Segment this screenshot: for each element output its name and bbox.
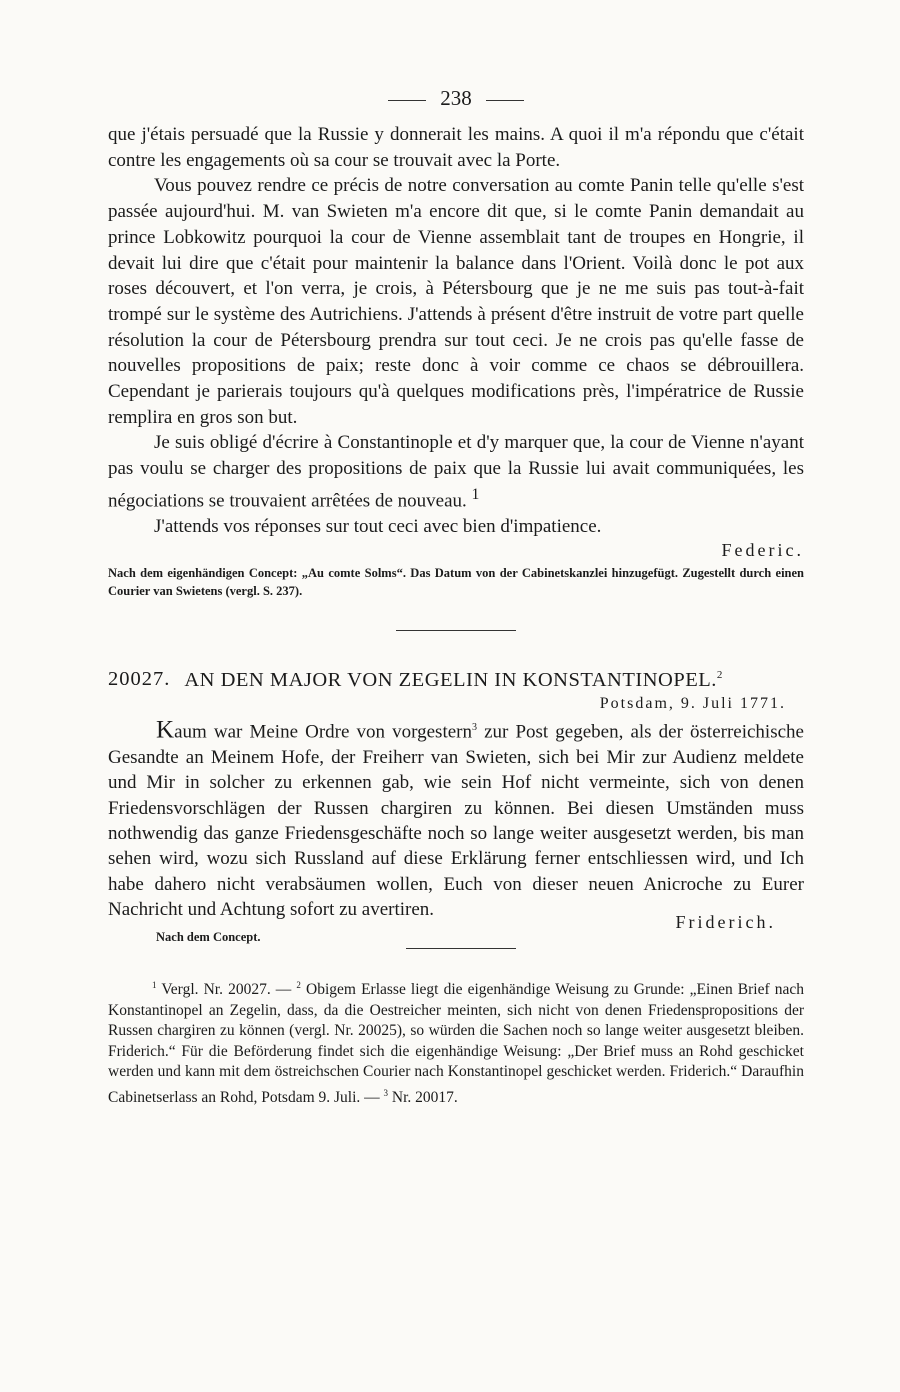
header-dash-right bbox=[486, 100, 524, 101]
footnote-mark: 2 bbox=[296, 980, 301, 991]
book-page bbox=[108, 82, 804, 1108]
source-note: Nach dem Concept. bbox=[156, 930, 261, 945]
footnote-ref: 2 bbox=[716, 668, 723, 681]
source-note: Nach dem eigenhändigen Concept: „Au comte Solms“. Das Datum von der Cabinetskanzlei hinzugefügt. Zugestellt durch einen Courier van Swietens (vergl. S. 237). bbox=[108, 565, 804, 598]
page-header bbox=[108, 82, 804, 114]
german-letter bbox=[108, 661, 804, 950]
letter-body bbox=[108, 715, 804, 922]
signature: Federic. bbox=[721, 539, 804, 560]
paragraph: Vous pouvez rendre ce précis de notre conversation au comte Panin telle qu'elle s'est passée aujourd'hui. M. van Swieten m'a encore dit que, si le comte Panin demandait au prince Lobkowitz pourquoi la cour de Vienne assemblait tant de troupes en Hongrie, il devait lui dire que c'était pour maintenir la balance dans l'Orient. Voilà donc le pot aux roses découvert, et l'on verra, je crois, à Pétersbourg que je ne me suis pas tout-à-fait trompé sur le système des Autrichiens. J'attends à présent d'être instruit de votre part quelle résolution la cour de Pétersbourg prendra sur tout ceci. Je ne crois pas qu'elle fasse de nouvelles propositions de paix; reste donc à voir comme ce chaos se débrouillera. Cependant je parierais toujours qu'à quelques modifications près, l'impératrice de Russie remplira en gros son but. bbox=[108, 175, 804, 428]
document-title: AN DEN MAJOR VON ZEGELIN IN KONSTANTINOPEL. bbox=[184, 668, 717, 691]
paragraph-with-note bbox=[108, 430, 804, 513]
header-dash-left bbox=[388, 100, 426, 101]
page-number: 238 bbox=[440, 86, 472, 110]
french-letter bbox=[108, 122, 804, 600]
document-number: 20027. bbox=[108, 668, 171, 691]
letter-text-b: zur Post gegeben, als der österreichische Gesandte an Meinem Hofe, der Freiherr van Swieten, sich bei Mir zur Audienz meldete und Mir in solcher zu erkennen gab, wie sein Hof nicht vermeinte, sich von denen Friedensvorschlägen der Russen chargiren zu können. Bei diesen Umständen muss nothwendig das ganze Friedensgeschäfte noch so lange weiter ausgesetzt werden, bis man sehen wird, wozu sich Russland auf diese Erklärung ferner entschliessen wird, und Ich habe dahero nicht verabsäumen wollen, Euch von dieser neuen Anicroche zu Eurer Nachricht und Achtung sofort zu avertiren. bbox=[108, 721, 804, 920]
paragraph: J'attends vos réponses sur tout ceci avec bien d'impatience. bbox=[154, 515, 602, 537]
letter-footer bbox=[108, 912, 804, 948]
section-divider bbox=[396, 630, 516, 631]
footnote-ref: 1 bbox=[471, 485, 480, 503]
letter-text-a: aum war Meine Ordre von vorgestern bbox=[174, 721, 472, 743]
paragraph-continuation: que j'étais persuadé que la Russie y donnerait les mains. A quoi il m'a répondu que c'était contre les engagements où sa cour se trouvait avec la Porte. bbox=[108, 124, 804, 171]
paragraph-text: Je suis obligé d'écrire à Constantinople et d'y marquer que, la cour de Vienne n'ayant pas voulu se charger des propositions de paix que la Russie lui avait communiquées, les négociations se trouvaient arrêtées de nouveau. bbox=[108, 432, 804, 512]
document-heading bbox=[108, 661, 804, 694]
footnote-mark: 3 bbox=[383, 1087, 389, 1098]
footnote-divider bbox=[406, 948, 516, 949]
footnote-mark: 1 bbox=[152, 980, 157, 991]
dateline: Potsdam, 9. Juli 1771. bbox=[599, 695, 786, 713]
footnote-3: Nr. 20017. bbox=[391, 1088, 458, 1106]
footnote-ref: 3 bbox=[471, 722, 477, 734]
signature: Friderich. bbox=[675, 912, 776, 933]
footnote-2: Obigem Erlasse liegt die eigenhändige Weisung zu Grunde: „Einen Brief nach Konstantinopel an Zegelin, dass, da die Oestreicher meinten, sich nicht von denen Friedenspropositions der Russen chargiren zu können (vergl. Nr. 20025), so würden die Sachen noch so lange weiter ausgesetzt bleiben. Friderich.“ Für die Beförderung findet sich die eigenhändige Weisung: „Der Brief muss an Rohd geschicket werden und kann mit dem östreichschen Courier nach Konstantinopel geschicket werden. Friderich.“ Daraufhin Cabinetserlass an Rohd, Potsdam 9. Juli. — bbox=[108, 981, 805, 1106]
footnote-1: Vergl. Nr. 20027. — bbox=[161, 981, 292, 999]
footnotes bbox=[108, 975, 804, 1108]
footnote-block bbox=[108, 975, 804, 1108]
initial-letter: K bbox=[156, 716, 175, 744]
